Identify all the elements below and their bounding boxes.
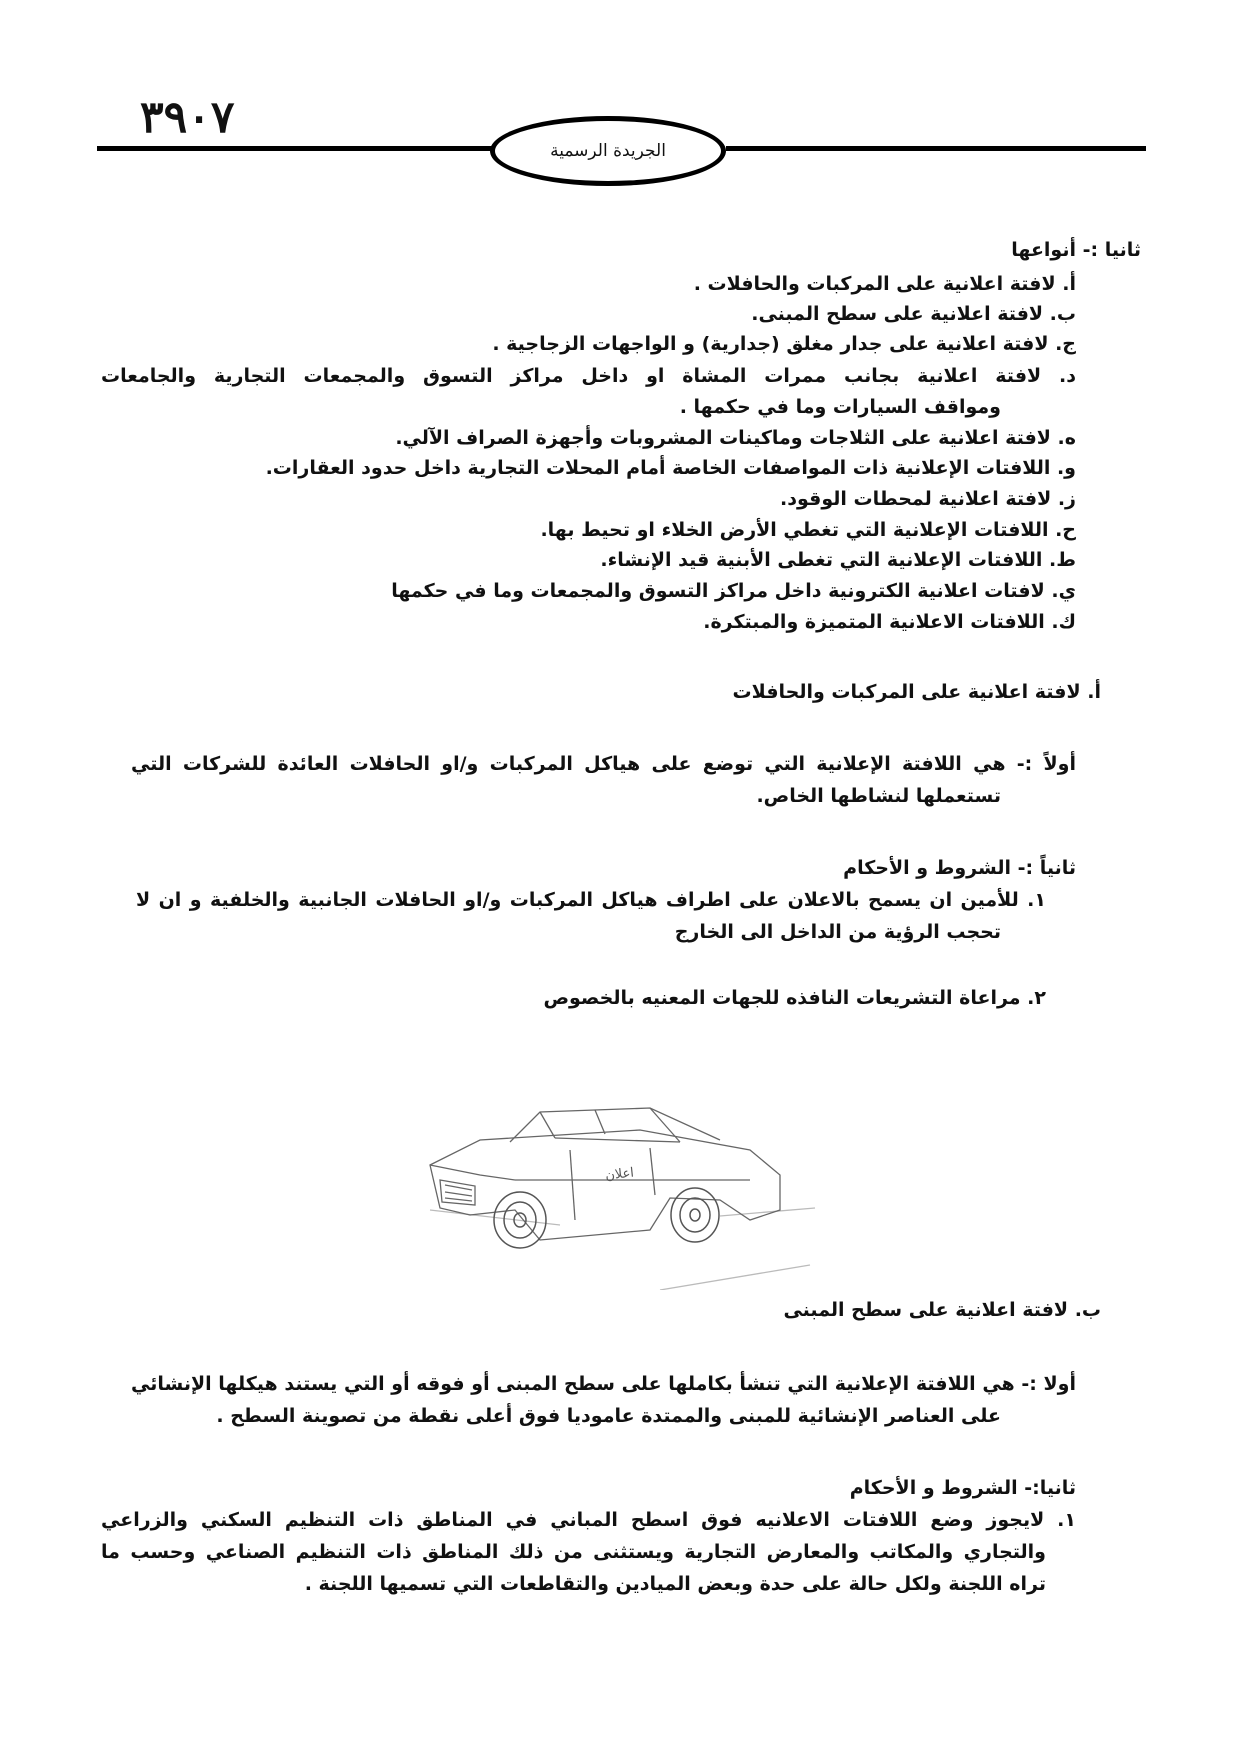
type-item-a: أ. لافتة اعلانية على المركبات والحافلات . [693, 273, 1076, 295]
section-b-definition-line2: على العناصر الإنشائية للمبنى والممتدة عاموديا فوق أعلى نقطة من تصوينة السطح . [216, 1405, 1001, 1427]
section-a-condition-1-line1: ١. للأمين ان يسمح بالاعلان على اطراف هياكل المركبات و/او الحافلات الجانبية والخلفية و ان لا [136, 889, 1046, 911]
types-heading: ثانيا :- أنواعها [1011, 239, 1141, 261]
section-b-condition-1-line3: تراه اللجنة ولكل حالة على حدة وبعض الميادين والتقاطعات التي تسميها اللجنة . [304, 1573, 1046, 1595]
section-b-definition-line1: أولا :- هي اللافتة الإعلانية التي تنشأ بكاملها على سطح المبنى أو فوقه أو التي يستند هيكلها الإنشائي [131, 1373, 1076, 1395]
section-a-conditions-heading: ثانياً :- الشروط و الأحكام [843, 857, 1076, 879]
type-item-b: ب. لافتة اعلانية على سطح المبنى. [751, 303, 1076, 325]
gazette-title: الجريدة الرسمية [550, 141, 666, 161]
page-number: ٣٩٠٧ [140, 92, 235, 143]
type-item-ka: ك. اللافتات الاعلانية المتميزة والمبتكرة. [703, 611, 1076, 633]
type-item-d-cont: ومواقف السيارات وما في حكمها . [679, 396, 1001, 418]
section-b-condition-1-line1: ١. لايجوز وضع اللافتات الاعلانيه فوق اسطح المباني في المناطق ذات التنظيم السكني والزراعي [101, 1509, 1076, 1531]
type-item-c: ج. لافتة اعلانية على جدار مغلق (جدارية) و الواجهات الزجاجية . [492, 333, 1076, 355]
type-item-w: و. اللافتات الإعلانية ذات المواصفات الخاصة أمام المحلات التجارية داخل حدود العقارات. [265, 457, 1076, 479]
car-illustration [420, 1090, 820, 1290]
type-item-ya: ي. لافتات اعلانية الكترونية داخل مراكز التسوق والمجمعات وما في حكمها [391, 580, 1076, 602]
type-item-ha: ح. اللافتات الإعلانية التي تغطي الأرض الخلاء او تحيط بها. [540, 519, 1076, 541]
section-a-definition-line2: تستعملها لنشاطها الخاص. [756, 785, 1001, 807]
section-a-definition-line1: أولاً :- هي اللافتة الإعلانية التي توضع على هياكل المركبات و/او الحافلات العائدة للشركات التي [131, 753, 1076, 775]
section-b-conditions-heading: ثانيا:- الشروط و الأحكام [849, 1477, 1076, 1499]
type-item-z: ز. لافتة اعلانية لمحطات الوقود. [780, 488, 1076, 510]
section-a-condition-1-line2: تحجب الرؤية من الداخل الى الخارج [674, 921, 1001, 943]
section-a-heading: أ. لافتة اعلانية على المركبات والحافلات [732, 681, 1101, 703]
type-item-ta: ط. اللافتات الإعلانية التي تغطى الأبنية قيد الإنشاء. [600, 549, 1076, 571]
section-a-condition-2: ٢. مراعاة التشريعات النافذه للجهات المعنيه بالخصوص [543, 987, 1046, 1009]
type-item-d: د. لافتة اعلانية بجانب ممرات المشاة او داخل مراكز التسوق والمجمعات التجارية والجامعات [101, 365, 1076, 387]
section-b-heading: ب. لافتة اعلانية على سطح المبنى [783, 1299, 1101, 1321]
car-sign-text: اعلان [604, 1165, 635, 1184]
section-b-condition-1-line2: والتجاري والمكاتب والمعارض التجارية ويستثنى من ذلك المناطق ذات التنظيم الصناعي وحسب ما [101, 1541, 1046, 1563]
type-item-h: ه. لافتة اعلانية على الثلاجات وماكينات المشروبات وأجهزة الصراف الآلي. [395, 427, 1076, 449]
